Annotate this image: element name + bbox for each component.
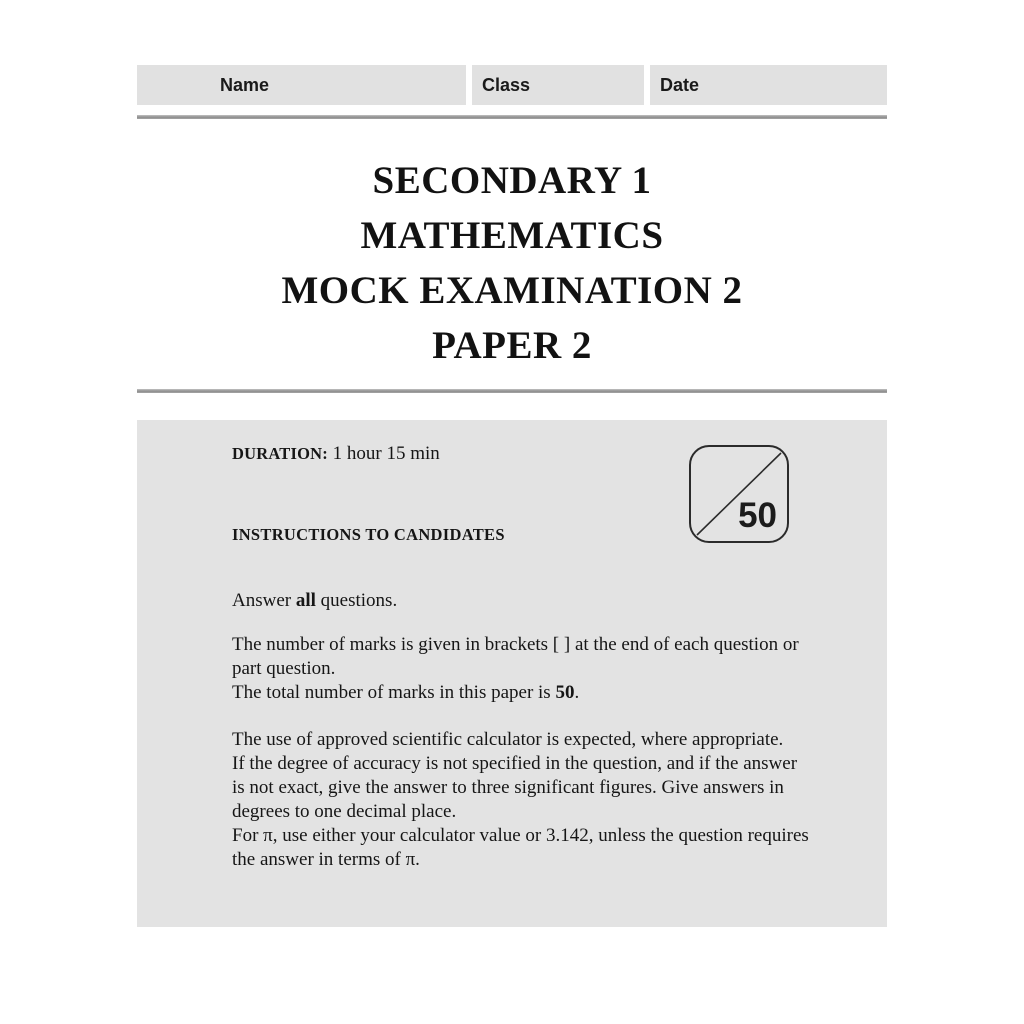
class-field	[472, 65, 644, 105]
date-field-label: Date	[660, 74, 700, 95]
title-line-exam: MOCK EXAMINATION 2	[281, 269, 743, 312]
class-field-label: Class	[482, 74, 531, 95]
student-fields-bar	[137, 65, 887, 105]
text-line	[232, 633, 814, 681]
text-segment: The total number of marks in this paper is	[232, 682, 556, 703]
name-field	[137, 65, 466, 105]
paper-title	[137, 153, 887, 373]
title-line-level: SECONDARY 1	[372, 159, 652, 202]
paragraph-marks	[232, 633, 814, 705]
text-line	[232, 589, 814, 613]
name-field-label: Name	[220, 74, 270, 95]
date-field	[650, 65, 887, 105]
text-line	[232, 752, 814, 824]
text-line	[232, 728, 814, 752]
bold-text-segment: 50	[555, 682, 575, 703]
instructions-heading: INSTRUCTIONS TO CANDIDATES	[232, 525, 505, 544]
text-segment: .	[574, 682, 580, 703]
text-segment: Answer	[232, 590, 296, 611]
paragraph-calculator	[232, 728, 814, 872]
text-segment: For π, use either your calculator value or 3.142, unless the question requires the answer in terms of π.	[232, 825, 809, 870]
title-line-paper: PAPER 2	[432, 324, 592, 367]
text-segment: The number of marks is given in brackets [ ] at the end of each question or part question.	[232, 634, 799, 679]
bold-text-segment: all	[295, 590, 316, 611]
marks-box	[689, 445, 789, 543]
exam-cover-page	[137, 0, 887, 927]
text-segment: The use of approved scientific calculator is expected, where appropriate.	[232, 729, 784, 750]
duration-label: DURATION:	[232, 444, 328, 463]
marks-total: 50	[738, 496, 777, 535]
text-line	[232, 824, 814, 872]
duration-value: 1 hour 15 min	[332, 443, 440, 464]
instructions-panel	[137, 420, 887, 927]
divider-rule-bottom	[137, 389, 887, 393]
title-line-subject: MATHEMATICS	[360, 214, 664, 257]
paragraph-answer	[232, 589, 814, 613]
text-segment: If the degree of accuracy is not specified in the question, and if the answer is not exact, give the answer to three significant figures. Give answers in degrees to one decimal place.	[232, 753, 798, 822]
text-segment: questions.	[315, 590, 398, 611]
divider-rule-top	[137, 115, 887, 119]
text-line	[232, 681, 814, 705]
